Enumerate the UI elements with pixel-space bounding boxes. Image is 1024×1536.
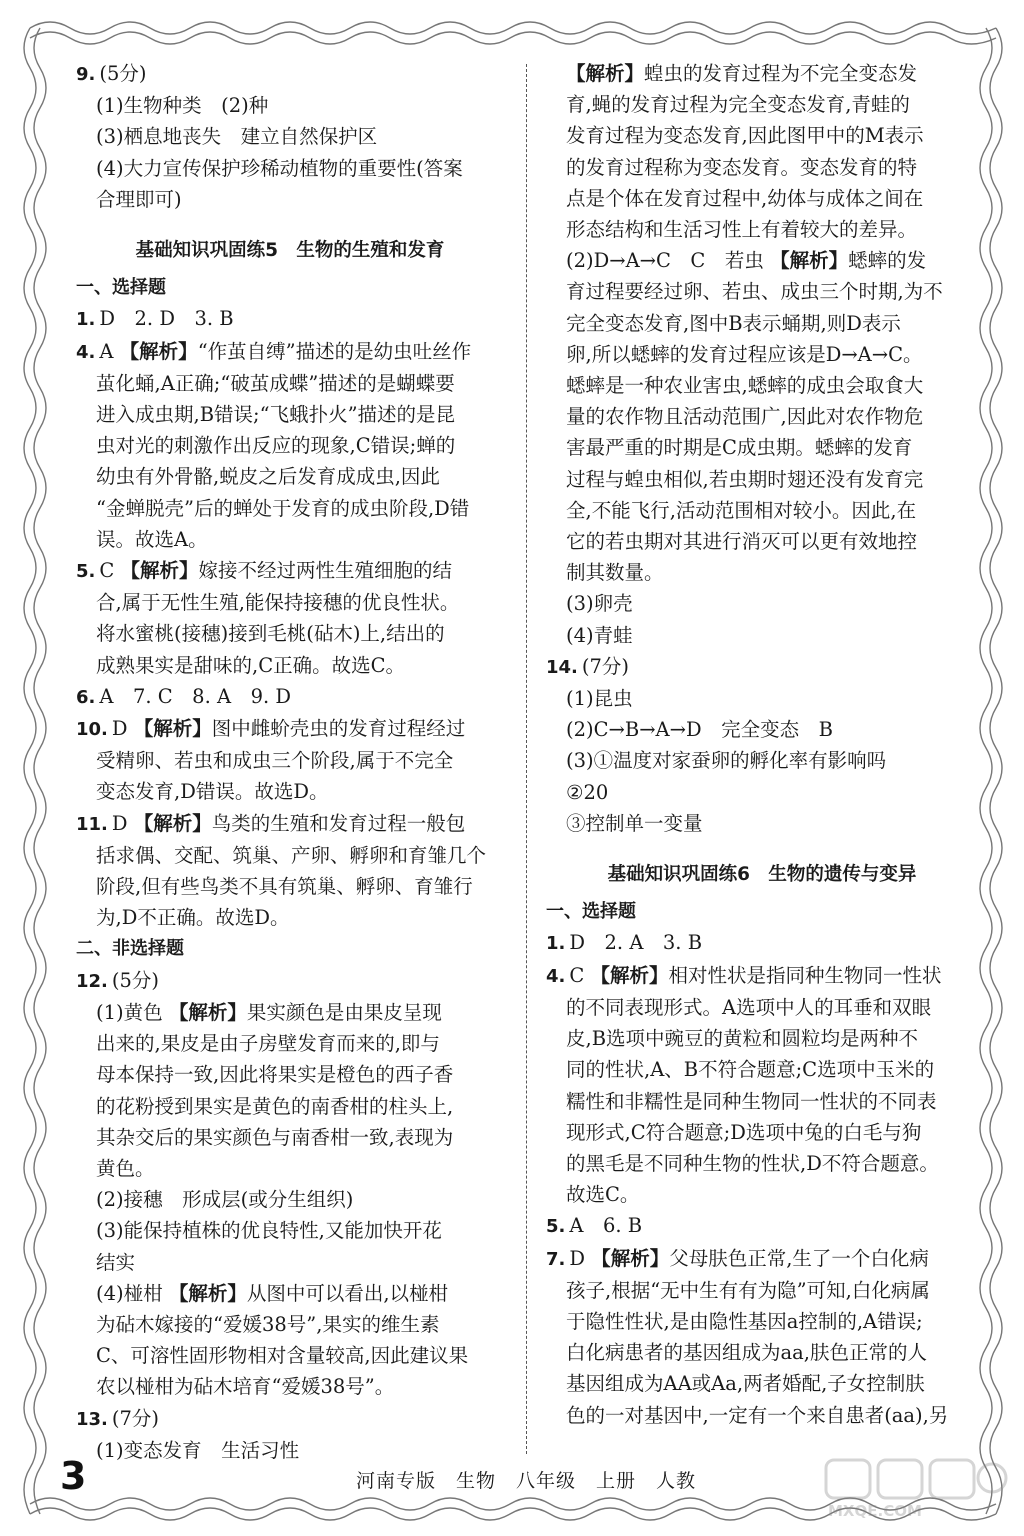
footer-book-info: 河南专版 生物 八年级 上册 人教 bbox=[356, 1470, 697, 1492]
answer-line: 于隐性性状,是由隐性基因a控制的,A错误; bbox=[566, 1309, 923, 1333]
answer-line: ③控制单一变量 bbox=[566, 811, 703, 835]
answer-line: 幼虫有外骨骼,蜕皮之后发育成成虫,因此 bbox=[96, 465, 440, 489]
answer-line: 的不同表现形式。A选项中人的耳垂和双眼 bbox=[566, 995, 932, 1019]
analysis-tag: 【解析】 bbox=[770, 249, 849, 273]
section-choice: 一、选择题 bbox=[76, 277, 166, 299]
answer-line: (1)黄色 【解析】果实颜色是由果皮呈现 bbox=[96, 1000, 442, 1024]
answer-line: ②20 bbox=[566, 780, 609, 804]
answer-line: (2)接穗 形成层(或分生组织) bbox=[96, 1188, 354, 1212]
answer-9: 9. (5分) bbox=[76, 62, 147, 85]
answer-line: 育,蝇的发育过程为完全变态发育,青蛙的 bbox=[566, 93, 910, 117]
answer-line: (3)①温度对家蚕卵的孵化率有影响吗 bbox=[566, 749, 887, 773]
answer-line: (1)昆虫 bbox=[566, 687, 633, 711]
answer-line: 量的农作物且活动范围广,因此对农作物危 bbox=[566, 405, 924, 429]
analysis-tag: 【解析】 bbox=[566, 62, 645, 85]
answer-line: (4)青蛙 bbox=[566, 623, 633, 647]
answer-line: 母本保持一致,因此将果实是橙色的西子香 bbox=[96, 1063, 454, 1087]
answer-line: “金蝉脱壳”后的蝉处于发育的成虫阶段,D错 bbox=[96, 496, 470, 520]
answer-line: 完全变态发育,图中B表示蛹期,则D表示 bbox=[566, 311, 901, 335]
answer-line: 将水蜜桃(接穗)接到毛桃(砧木)上,结出的 bbox=[96, 622, 445, 646]
answer-line: 过程与蝗虫相似,若虫期时翅还没有发育完 bbox=[566, 467, 924, 491]
analysis-tag: 【解析】 bbox=[590, 963, 669, 987]
answer-line: 白化病患者的基因组成为aa,肤色正常的人 bbox=[566, 1341, 927, 1365]
answer-line: 合理即可) bbox=[96, 187, 182, 211]
answer-line: 害最严重的时期是C成虫期。蟋蟀的发育 bbox=[566, 436, 913, 460]
answer-line: 括求偶、交配、筑巢、产卵、孵卵和育雏几个 bbox=[96, 843, 487, 867]
answer-line: (2)C→B→A→D 完全变态 B bbox=[566, 718, 833, 742]
analysis-tag: 【解析】 bbox=[591, 1246, 670, 1270]
answer-line: 故选C。 bbox=[566, 1183, 640, 1207]
analysis-tag: 【解析】 bbox=[133, 717, 212, 741]
answer-line: (2)D→A→C C 若虫 【解析】蟋蟀的发 bbox=[566, 249, 927, 273]
answer-line: (3)栖息地丧失 建立自然保护区 bbox=[96, 125, 378, 149]
page-number: 3 bbox=[60, 1454, 87, 1498]
answer-7: 7. D 【解析】父母肤色正常,生了一个白化病 bbox=[546, 1246, 929, 1270]
answer-line: (3)能保持植株的优良特性,又能加快开花 bbox=[96, 1219, 442, 1243]
answer-line: 合,属于无性生殖,能保持接穗的优良性状。 bbox=[96, 591, 460, 615]
left-column bbox=[76, 58, 504, 1466]
watermark-logo bbox=[820, 1456, 1010, 1520]
answer-line: 农以椪柑为砧木培育“爱媛38号”。 bbox=[96, 1375, 395, 1399]
analysis-tag: 【解析】 bbox=[119, 339, 198, 363]
analysis-tag: 【解析】 bbox=[168, 1000, 247, 1024]
answer-line: 形态结构和生活习性上有着较大的差异。 bbox=[566, 218, 918, 242]
answer-line: 孩子,根据“无中生有有为隐”可知,白化病属 bbox=[566, 1278, 930, 1302]
answer-14: 14. (7分) bbox=[546, 654, 630, 678]
answer-11: 11. D 【解析】鸟类的生殖和发育过程一般包 bbox=[76, 811, 466, 835]
answer-line: 成熟果实是甜味的,C正确。故选C。 bbox=[96, 653, 406, 677]
answer-line: 的黑毛是不同种生物的性状,D不符合题意。 bbox=[566, 1151, 939, 1175]
answer-line: 它的若虫期对其进行消灭可以更有效地控 bbox=[566, 530, 918, 554]
section-non-choice: 二、非选择题 bbox=[76, 938, 184, 960]
answer-line: 育过程要经过卵、若虫、成虫三个时期,为不 bbox=[566, 280, 943, 304]
answer-line: (4)大力宣传保护珍稀动植物的重要性(答案 bbox=[96, 156, 463, 180]
analysis-tag: 【解析】 bbox=[168, 1281, 247, 1305]
section-heading-5: 基础知识巩固练5 生物的生殖和发育 bbox=[135, 240, 445, 262]
answer-line: 发育过程为变态发育,因此图甲中的M表示 bbox=[566, 124, 924, 148]
answer-line: 现形式,C符合题意;D选项中兔的白毛与狗 bbox=[566, 1120, 922, 1144]
answer-line: 黄色。 bbox=[96, 1156, 155, 1180]
right-column bbox=[546, 58, 978, 1431]
analysis-tag: 【解析】 bbox=[120, 559, 199, 583]
answer-5-6: 5. A 6. B bbox=[546, 1214, 643, 1238]
answer-line: 受精卵、若虫和成虫三个阶段,属于不完全 bbox=[96, 749, 454, 773]
answer-13: 13. (7分) bbox=[76, 1406, 160, 1430]
answer-line: 卵,所以蟋蟀的发育过程应该是D→A→C。 bbox=[566, 342, 923, 366]
section-heading-6: 基础知识巩固练6 生物的遗传与变异 bbox=[607, 864, 917, 886]
svg-text:MXQE.COM: MXQE.COM bbox=[828, 1502, 922, 1520]
answer-line: (4)椪柑 【解析】从图中可以看出,以椪柑 bbox=[96, 1281, 449, 1305]
answer-12: 12. (5分) bbox=[76, 968, 160, 992]
answer-4: 4. A 【解析】“作茧自缚”描述的是幼虫吐丝作 bbox=[76, 339, 472, 363]
answer-line: 的发育过程称为变态发育。变态发育的特 bbox=[566, 155, 918, 179]
answer-10: 10. D 【解析】图中雌蚧壳虫的发育过程经过 bbox=[76, 717, 466, 741]
answer-1-3: 1. D 2. D 3. B bbox=[76, 307, 234, 331]
answer-line: (1)生物种类 (2)种 bbox=[96, 94, 269, 118]
answer-line: 茧化蛹,A正确;“破茧成蝶”描述的是蝴蝶要 bbox=[96, 371, 455, 395]
answer-line: (3)卵壳 bbox=[566, 592, 633, 616]
section-choice: 一、选择题 bbox=[546, 901, 636, 923]
answer-line: 出来的,果皮是由子房壁发育而来的,即与 bbox=[96, 1032, 440, 1056]
answer-5: 5. C 【解析】嫁接不经过两性生殖细胞的结 bbox=[76, 559, 453, 583]
answer-line: 蟋蟀是一种农业害虫,蟋蟀的成虫会取食大 bbox=[566, 374, 924, 398]
answer-line: (1)变态发育 生活习性 bbox=[96, 1438, 300, 1462]
answer-line: 的花粉授到果实是黄色的南香柑的柱头上, bbox=[96, 1094, 454, 1118]
answer-line: 进入成虫期,B错误;“飞蛾扑火”描述的是昆 bbox=[96, 403, 456, 427]
answer-6-9: 6. A 7. C 8. A 9. D bbox=[76, 684, 292, 708]
column-divider bbox=[526, 64, 527, 1454]
answer-line: 基因组成为AA或Aa,两者婚配,子女控制肤 bbox=[566, 1372, 925, 1396]
answer-line: 变态发育,D错误。故选D。 bbox=[96, 780, 329, 804]
answer-line: 结实 bbox=[96, 1250, 136, 1274]
answer-line: 皮,B选项中豌豆的黄粒和圆粒均是两种不 bbox=[566, 1027, 919, 1051]
answer-line: 为砧木嫁接的“爱媛38号”,果实的维生素 bbox=[96, 1312, 440, 1336]
answer-line: 虫对光的刺激作出反应的现象,C错误;蝉的 bbox=[96, 434, 456, 458]
answer-line: 阶段,但有些鸟类不具有筑巢、孵卵、育雏行 bbox=[96, 875, 473, 899]
answer-line: 其杂交后的果实颜色与南香柑一致,表现为 bbox=[96, 1125, 454, 1149]
answer-line: 【解析】蝗虫的发育过程为不完全变态发 bbox=[566, 62, 918, 85]
answer-line: 制其数量。 bbox=[566, 561, 664, 585]
analysis-tag: 【解析】 bbox=[133, 811, 212, 835]
answer-line: 全,不能飞行,活动范围相对较小。因此,在 bbox=[566, 498, 917, 522]
answer-line: 同的性状,A、B不符合题意;C选项中玉米的 bbox=[566, 1058, 935, 1082]
answer-line: 误。故选A。 bbox=[96, 527, 208, 551]
answer-4: 4. C 【解析】相对性状是指同种生物同一性状 bbox=[546, 963, 942, 987]
answer-line: 糯性和非糯性是同种生物同一性状的不同表 bbox=[566, 1089, 937, 1113]
answer-line: 为,D不正确。故选D。 bbox=[96, 906, 290, 930]
answer-1-3: 1. D 2. A 3. B bbox=[546, 931, 703, 955]
answer-line: C、可溶性固形物相对含量较高,因此建议果 bbox=[96, 1344, 469, 1368]
answer-line: 色的一对基因中,一定有一个来自患者(aa),另 bbox=[566, 1403, 949, 1427]
answer-line: 点是个体在发育过程中,幼体与成体之间在 bbox=[566, 186, 924, 210]
